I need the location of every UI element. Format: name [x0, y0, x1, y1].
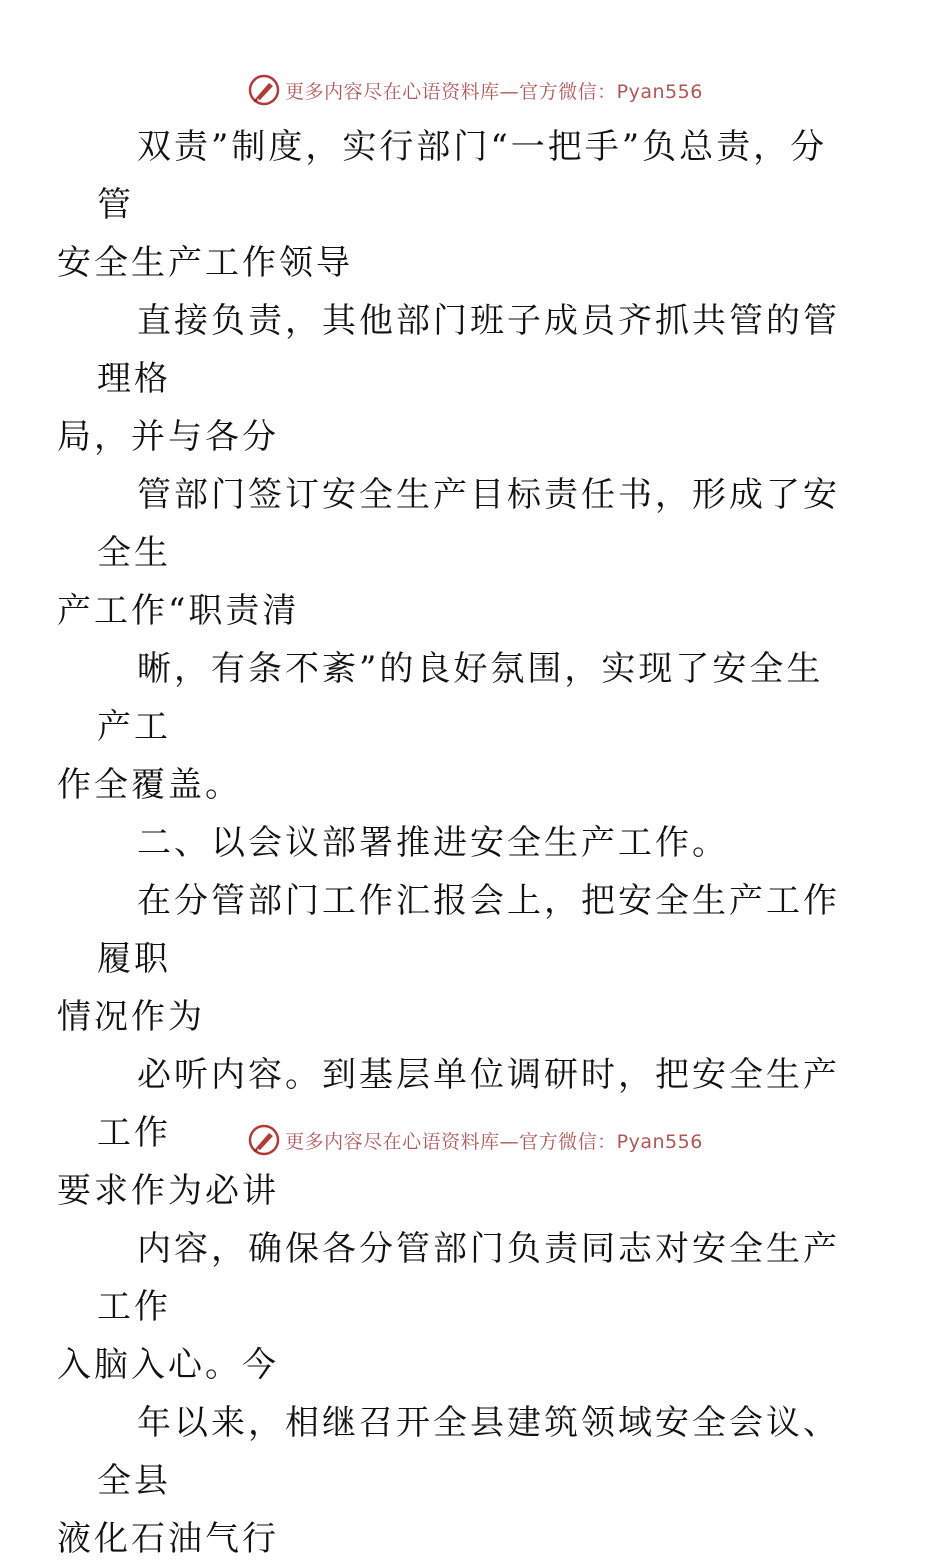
section-heading: 二、以会议部署推进安全生产工作。	[137, 823, 729, 863]
pen-logo-icon	[247, 1123, 281, 1157]
document-body	[57, 118, 857, 1568]
paragraph: 内容，确保各分管部门负责同志对安全生产工作 入脑入心。今	[57, 1229, 840, 1385]
paragraph: 管部门签订安全生产目标责任书，形成了安全生 产工作“职责清	[57, 475, 840, 631]
header-watermark	[0, 70, 950, 110]
paragraph: 年以来，相继召开全县建筑领域安全会议、全县 液化石油气行	[57, 1403, 840, 1559]
paragraph: 晰，有条不紊”的良好氛围，实现了安全生产工 作全覆盖。	[57, 649, 824, 805]
paragraph: 直接负责，其他部门班子成员齐抓共管的管理格 局，并与各分	[57, 301, 840, 457]
watermark-text: 更多内容尽在心语资料库—官方微信：Pyan556	[285, 1130, 703, 1153]
paragraph: 双责”制度，实行部门“一把手”负总责，分管 安全生产工作领导	[57, 127, 828, 283]
watermark-text: 更多内容尽在心语资料库—官方微信：Pyan556	[285, 80, 703, 103]
paragraph: 在分管部门工作汇报会上，把安全生产工作履职 情况作为	[57, 881, 840, 1037]
pen-logo-icon	[247, 73, 281, 107]
footer-watermark	[0, 1120, 950, 1160]
paragraph: 必听内容。到基层单位调研时，把安全生产工作 要求作为必讲	[57, 1055, 840, 1211]
